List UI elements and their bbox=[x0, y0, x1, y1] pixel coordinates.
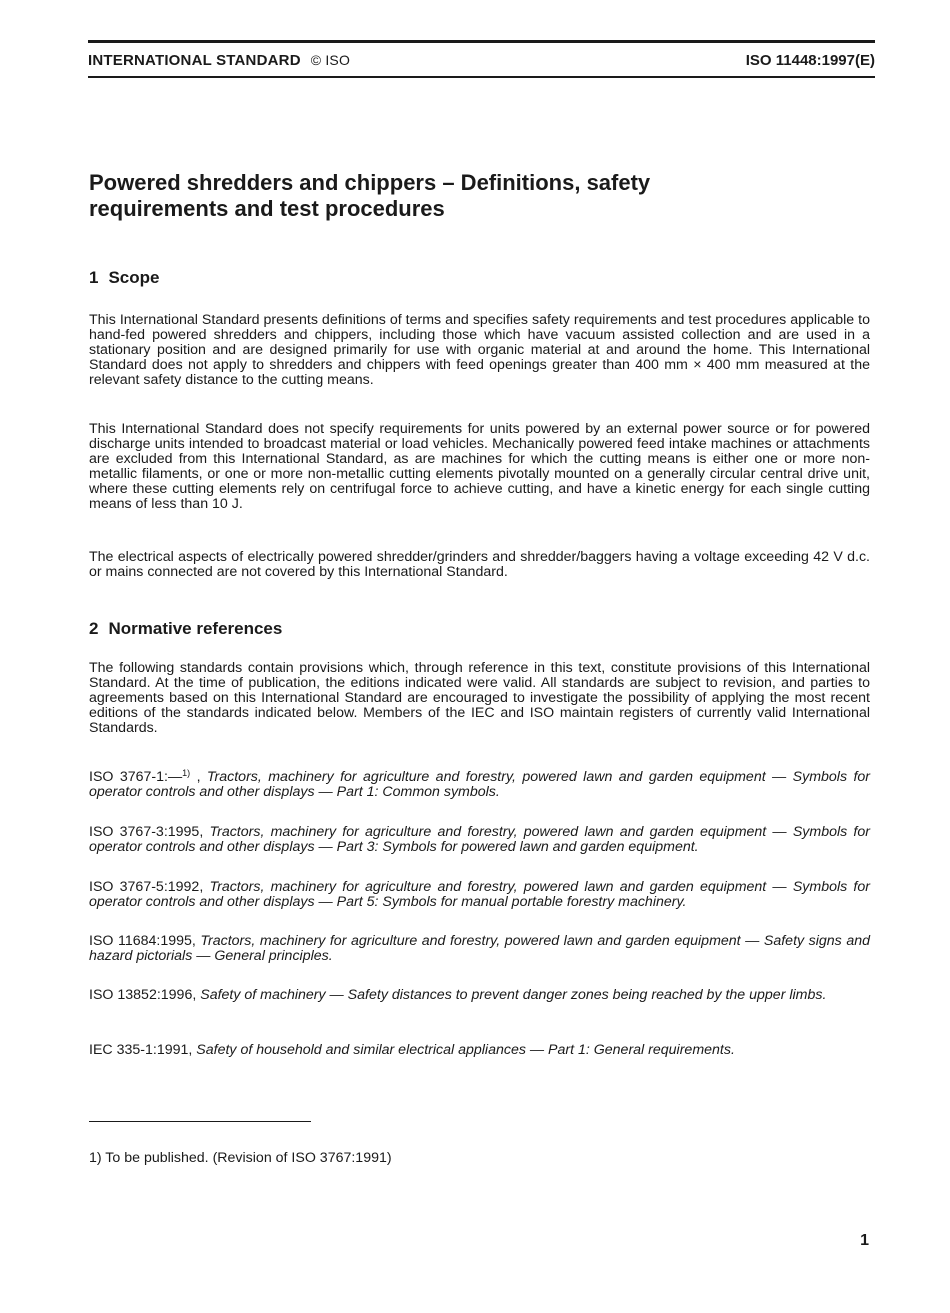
reference-title: Tractors, machinery for agriculture and forestry, powered lawn and garden equipment — Safety signs and hazard pictorials — General principles. bbox=[89, 933, 870, 964]
reference-title: Safety of machinery — Safety distances to prevent danger zones being reached by the upper limbs. bbox=[200, 987, 827, 1003]
footnote-divider bbox=[89, 1121, 311, 1122]
reference-code: ISO 3767-3:1995, bbox=[89, 824, 204, 840]
reference-title: Safety of household and similar electrical appliances — Part 1: General requirements. bbox=[196, 1042, 735, 1058]
scope-paragraph-1: This International Standard presents definitions of terms and specifies safety requirements and test procedures applicable to hand-fed powered shredders and chippers, including those which have vacuum assisted collection and are used in a stationary position and are designed primarily for use with organic material at and around the home. This International Standard does not apply to shredders and chippers with feed openings greater than 400 mm × 400 mm measured at the relevant safety distance to the cutting means. bbox=[89, 312, 870, 388]
section-title: Scope bbox=[108, 268, 160, 287]
page-header bbox=[88, 40, 875, 78]
section-number: 2 bbox=[89, 619, 99, 638]
footnote-marker: 1) bbox=[182, 768, 191, 778]
reference-item bbox=[89, 880, 870, 910]
reference-code: ISO 3767-5:1992, bbox=[89, 879, 204, 895]
scope-paragraph-3: The electrical aspects of electrically powered shredder/grinders and shredder/baggers having a voltage exceeding 42 V d.c. or mains connected are not covered by this International Standard. bbox=[89, 549, 870, 580]
reference-item bbox=[89, 934, 870, 964]
normative-references-intro: The following standards contain provisions which, through reference in this text, constitute provisions of this International Standard. At the time of publication, the editions indicated were valid. All standards are subject to revision, and parties to agreements based on this International Standard are encouraged to investigate the possibility of applying the most recent editions of the standards indicated below. Members of the IEC and ISO maintain registers of currently valid International Standards. bbox=[89, 660, 870, 736]
page-number: 1 bbox=[860, 1232, 869, 1249]
reference-code: ISO 13852:1996, bbox=[89, 987, 197, 1003]
document-title: Powered shredders and chippers – Definitions, safety requirements and test procedures bbox=[89, 170, 651, 221]
section-number: 1 bbox=[89, 268, 99, 287]
header-standard-label: INTERNATIONAL STANDARD bbox=[88, 52, 301, 69]
header-left bbox=[88, 52, 350, 69]
header-document-id: ISO 11448:1997(E) bbox=[745, 52, 875, 69]
header-copyright: © ISO bbox=[310, 52, 351, 68]
reference-code: ISO 3767-1:— bbox=[89, 769, 183, 785]
reference-separator: , bbox=[190, 769, 207, 785]
section-heading-normative-references bbox=[89, 619, 282, 639]
reference-title: Tractors, machinery for agriculture and forestry, powered lawn and garden equipment — Symbols for operator controls and other displays — Part 1: Common symbols. bbox=[89, 769, 870, 800]
reference-item bbox=[89, 770, 870, 800]
section-title: Normative references bbox=[108, 619, 283, 638]
reference-title: Tractors, machinery for agriculture and forestry, powered lawn and garden equipment — Symbols for operator controls and other displays — Part 5: Symbols for manual portable forestry machinery. bbox=[89, 879, 870, 910]
reference-item bbox=[89, 825, 870, 855]
reference-item bbox=[89, 1043, 870, 1058]
section-heading-scope bbox=[89, 268, 160, 288]
footnote: 1) To be published. (Revision of ISO 3767:1991) bbox=[89, 1150, 392, 1166]
reference-code: IEC 335-1:1991, bbox=[89, 1042, 193, 1058]
reference-title: Tractors, machinery for agriculture and forestry, powered lawn and garden equipment — Symbols for operator controls and other displays — Part 3: Symbols for powered lawn and garden equipment. bbox=[89, 824, 870, 855]
reference-code: ISO 11684:1995, bbox=[89, 933, 196, 949]
reference-item bbox=[89, 988, 870, 1003]
scope-paragraph-2: This International Standard does not specify requirements for units powered by an external power source or for powered discharge units intended to broadcast material or load vehicles. Mechanically powered feed intake machines or attachments are excluded from this International Standard, as are machines for which the cutting means is either one or more non-metallic filaments, or one or more non-metallic cutting elements pivotally mounted on a generally circular central drive unit, where these cutting elements rely on centrifugal force to achieve cutting, and have a kinetic energy for each single cutting means of less than 10 J. bbox=[89, 421, 870, 512]
